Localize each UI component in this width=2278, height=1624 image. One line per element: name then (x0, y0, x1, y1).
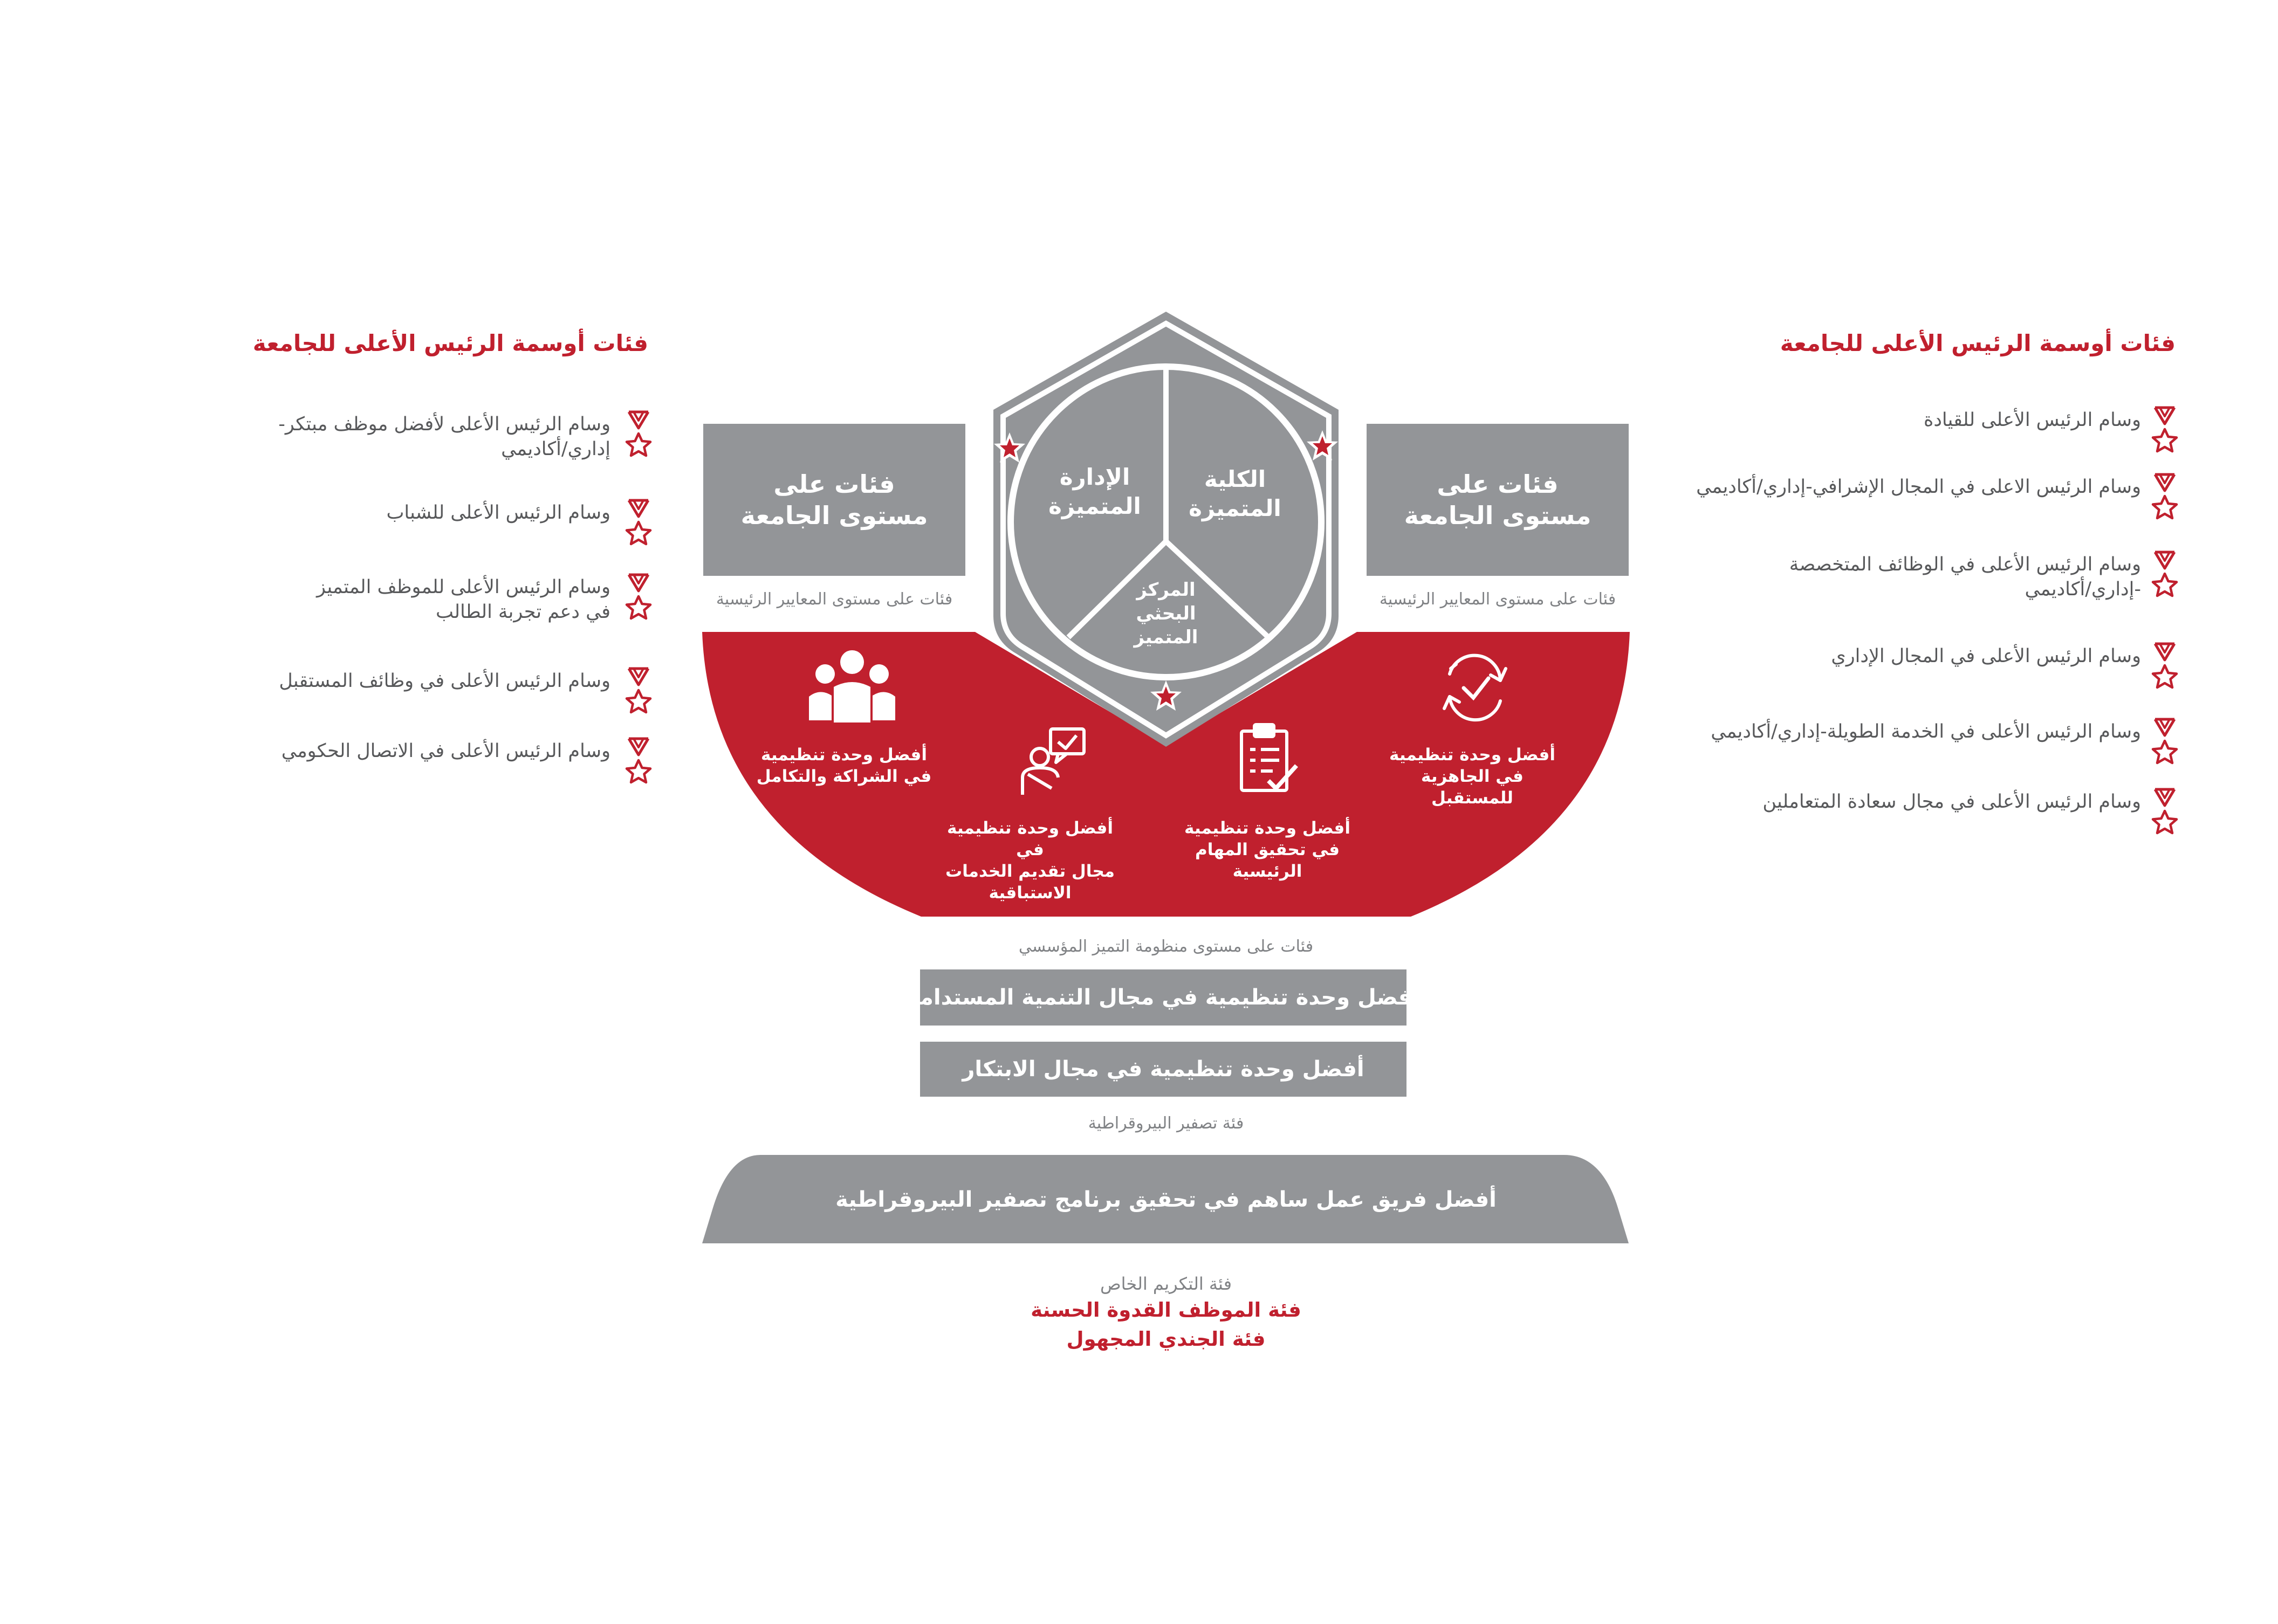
bureaucracy-bar-text: أفضل فريق عمل ساهم في تحقيق برنامج تصفير البيروقراطية (835, 1187, 1497, 1212)
label-partnership: أفضل وحدة تنظيمية في الشراكة والتكامل (756, 745, 932, 786)
main-criteria-caption-right: فئات على مستوى المعايير الرئيسية (1379, 590, 1616, 609)
left-panel-title: فئات أوسمة الرئيس الأعلى للجامعة (252, 330, 648, 356)
item-text-line1: وسام الرئيس الأعلى في الاتصال الحكومي (281, 740, 610, 762)
sustainability-bar: أفضل وحدة تنظيمية في مجال التنمية المستدامة (920, 969, 1406, 1026)
item-text-line1: وسام الرئيس الأعلى في المجال الإداري (1831, 645, 2141, 667)
item-text-line1: وسام الرئيس الأعلى للقيادة (1924, 409, 2141, 431)
special-honor-item1: فئة الموظف القدوة الحسنة (1031, 1298, 1301, 1322)
university-box-line2: مستوى الجامعة (1404, 501, 1591, 530)
special-honor-item2: فئة الجندي المجهول (1066, 1327, 1266, 1351)
excellence-system-caption: فئات على مستوى منظومة التميز المؤسسي (1018, 937, 1314, 956)
special-honor-caption: فئة التكريم الخاص (1100, 1274, 1232, 1294)
item-text-line2: -إداري/أكاديمي (2025, 579, 2141, 600)
item-text-line1: وسام الرئيس الأعلى في الوظائف المتخصصة (1789, 554, 2141, 575)
label-main-tasks: أفضل وحدة تنظيمية في تحقيق المهام الرئيسية (1184, 818, 1350, 881)
item-text-line1: وسام الرئيس الأعلى في الخدمة الطويلة-إداري/أكاديمي (1711, 721, 2141, 742)
university-box-line1: فئات على (773, 470, 895, 499)
main-criteria-caption-left: فئات على مستوى المعايير الرئيسية (716, 590, 953, 609)
segment-label-administration: الإدارة المتميزة (1048, 464, 1141, 519)
university-box-left (703, 424, 965, 576)
segment-label-college: الكلية المتميزة (1189, 466, 1281, 521)
label-readiness: أفضل وحدة تنظيمية في الجاهزية للمستقبل (1389, 745, 1555, 808)
item-text-line2: في دعم تجربة الطالب (436, 601, 610, 623)
label-proactive: أفضل وحدة تنظيمية في مجال تقديم الخدمات الاستباقية (945, 818, 1115, 903)
university-box-right (1367, 424, 1629, 576)
innovation-bar: أفضل وحدة تنظيمية في مجال الابتكار (920, 1042, 1406, 1097)
item-text-line1: وسام الرئيس الأعلى في وظائف المستقبل (279, 670, 610, 692)
item-text-line1: وسام الرئيس الأعلى للموظف المتميز (317, 576, 610, 598)
university-box-line2: مستوى الجامعة (740, 501, 928, 530)
segment-label-research: المركز البحثي المتميز (1134, 579, 1198, 648)
item-text-line2: إداري/أكاديمي (501, 438, 610, 460)
item-text-line1: وسام الرئيس الاعلى في المجال الإشرافي-إداري/أكاديمي (1696, 476, 2141, 498)
right-panel-title: فئات أوسمة الرئيس الأعلى للجامعة (1780, 330, 2176, 356)
bureaucracy-caption: فئة تصفير البيروقراطية (1088, 1114, 1244, 1133)
university-box-line1: فئات على (1437, 470, 1559, 499)
item-text-line1: وسام الرئيس الأعلى لأفضل موظف مبتكر- (278, 414, 610, 435)
item-text-line1: وسام الرئيس الأعلى في مجال سعادة المتعاملين (1762, 791, 2141, 813)
item-text-line1: وسام الرئيس الأعلى للشباب (386, 502, 610, 524)
